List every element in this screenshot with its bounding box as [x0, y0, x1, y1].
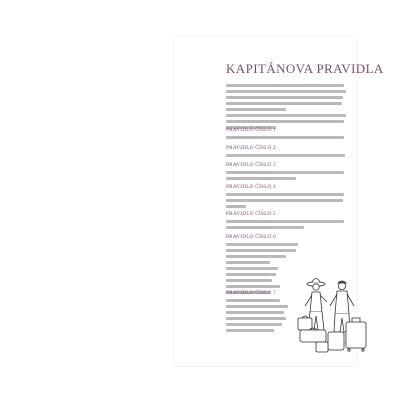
rule-5-heading: PRAVIDLO ČÍSLO 5: [226, 211, 276, 217]
rule-7-text: [226, 299, 292, 335]
rule-4-heading: PRAVIDLO ČÍSLO 4: [226, 184, 276, 190]
rule-1-heading: PRAVIDLO ČÍSLO 1: [226, 127, 276, 133]
rule-3-heading: PRAVIDLO ČÍSLO 3: [226, 162, 276, 168]
rule-3-text: [226, 171, 348, 183]
intro-paragraph-1: [226, 84, 348, 114]
rule-2-text: [226, 154, 348, 160]
rule-6-heading: PRAVIDLO ČÍSLO 6: [226, 234, 276, 240]
travelers-with-luggage-icon: [296, 272, 370, 358]
page-number: 7: [344, 340, 346, 345]
rule-6-text: [226, 243, 298, 297]
rule-7-heading: PRAVIDLO ČÍSLO 7: [226, 290, 276, 296]
rule-2-heading: PRAVIDLO ČÍSLO 2: [226, 145, 276, 151]
rule-5-text: [226, 220, 348, 232]
rule-4-text: [226, 193, 348, 211]
page-title: KAPITÁNOVA PRAVIDLA: [226, 61, 384, 76]
rule-1-text: [226, 136, 348, 142]
